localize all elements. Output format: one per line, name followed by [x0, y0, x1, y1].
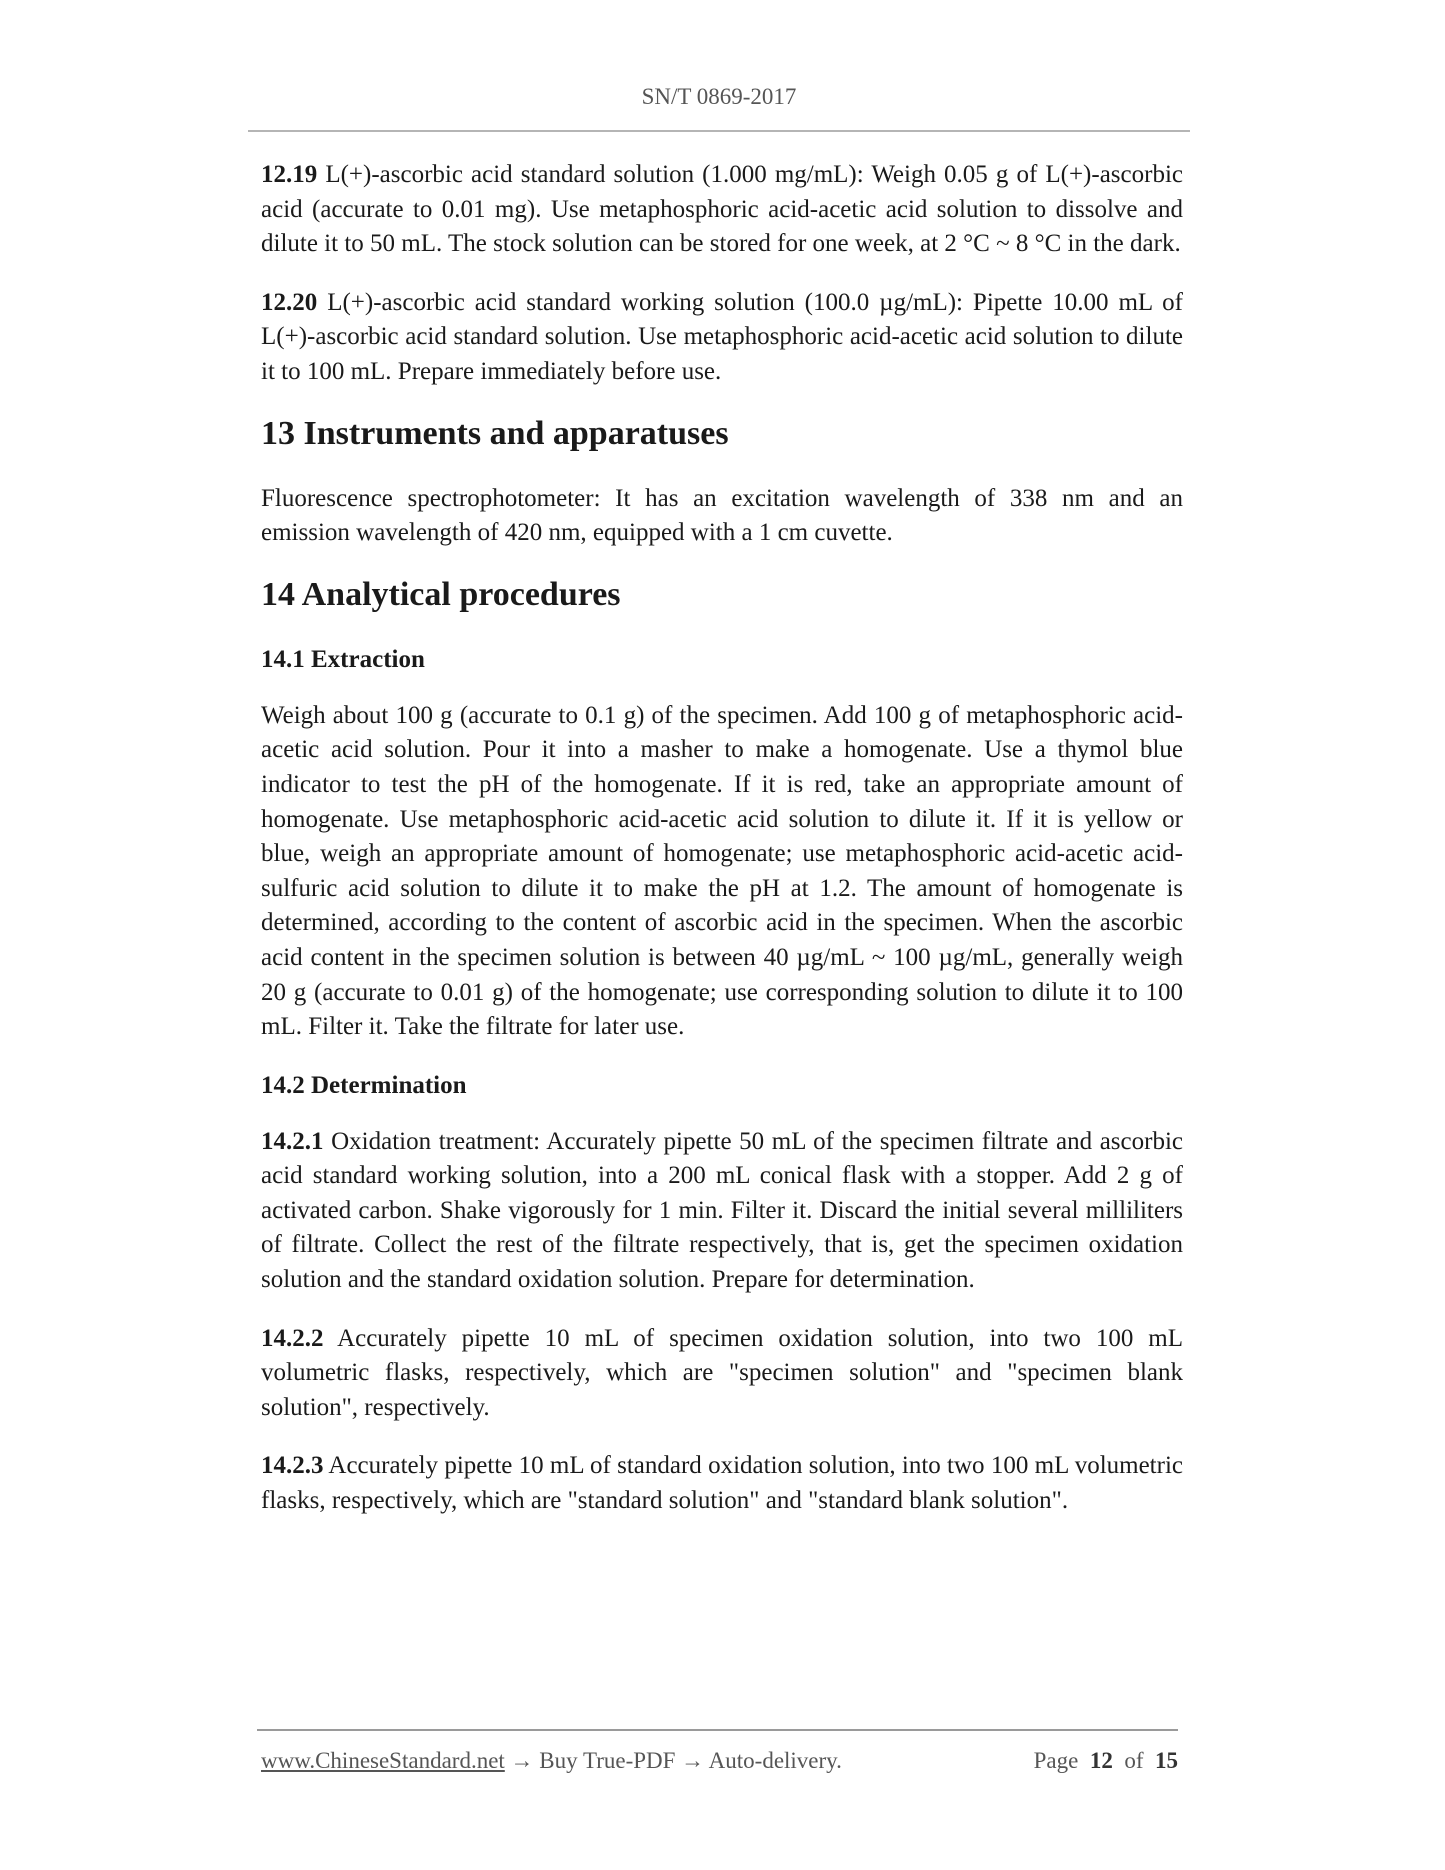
footer-promo-text: → Buy True-PDF → Auto-delivery. — [504, 1748, 842, 1773]
running-header-doc-code: SN/T 0869-2017 — [641, 84, 797, 109]
page-current: 12 — [1089, 1748, 1113, 1773]
page-of-label: of — [1124, 1748, 1144, 1773]
clause-12-19 — [261, 158, 1183, 262]
header-divider — [248, 130, 1190, 132]
page-label: Page — [1033, 1748, 1079, 1773]
clause-text: L(+)-ascorbic acid standard solution (1.000 mg/mL): Weigh 0.05 g of L(+)-ascorbic acid (accurate to 0.01 mg). Use metaphosphoric acid-acetic acid solution to dissolve and dilute it to 50 mL. The stock solution can be stored for one week, at 2 °C ~ 8 °C in the dark. — [261, 161, 1183, 258]
clause-number: 12.19 — [261, 161, 318, 188]
clause-text: Accurately pipette 10 mL of standard oxidation solution, into two 100 mL volumetric flasks, respectively, which are "standard solution" and "standard blank solution". — [261, 1452, 1183, 1515]
clause-14-2-1 — [261, 1125, 1183, 1298]
clause-14-2-3 — [261, 1449, 1183, 1518]
subsection-14-1-heading: 14.1 Extraction — [261, 645, 425, 673]
page-footer — [261, 1748, 1178, 1774]
clause-text: Oxidation treatment: Accurately pipette 50 mL of the specimen filtrate and ascorbic acid standard working solution, into a 200 mL conical flask with a stopper. Add 2 g of activated carbon. Shake vigorously for 1 min. Filter it. Discard the initial several milliliters of filtrate. Collect the rest of the filtrate respectively, that is, get the specimen oxidation solution and the standard oxidation solution. Prepare for determination. — [261, 1127, 1183, 1294]
chinesestandard-link[interactable]: www.ChineseStandard.net — [261, 1748, 505, 1773]
page-content — [261, 158, 1183, 1543]
clause-text: L(+)-ascorbic acid standard working solution (100.0 µg/mL): Pipette 10.00 mL of L(+)-ascorbic acid standard solution. Use metaphosphoric acid-acetic acid solution to dilute it to 100 mL. Prepare immediately before use. — [261, 288, 1184, 385]
clause-number: 14.2.2 — [261, 1324, 324, 1352]
clause-text: Accurately pipette 10 mL of specimen oxidation solution, into two 100 mL volumetric flasks, respectively, which are "specimen solution" and "specimen blank solution", respectively. — [261, 1324, 1183, 1421]
clause-number: 14.2.3 — [261, 1452, 324, 1480]
clause-14-2-2 — [261, 1322, 1183, 1426]
page-number — [1034, 1748, 1178, 1774]
clause-12-20 — [261, 286, 1183, 390]
page-total: 15 — [1155, 1748, 1178, 1773]
subsection-14-1-text: Weigh about 100 g (accurate to 0.1 g) of the specimen. Add 100 g of metaphosphoric acid-acetic acid solution. Pour it into a masher to make a homogenate. Use a thymol blue indicator to test the pH of the homogenate. If it is red, take an appropriate amount of homogenate. Use metaphosphoric acid-acetic acid solution to dilute it. If it is yellow or blue, weigh an appropriate amount of homogenate; use metaphosphoric acid-acetic acid-sulfuric acid solution to dilute it to make the pH at 1.2. The amount of homogenate is determined, according to the content of ascorbic acid in the specimen. When the ascorbic acid content in the specimen solution is between 40 µg/mL ~ 100 µg/mL, generally weigh 20 g (accurate to 0.01 g) of the homogenate; use corresponding solution to dilute it to 100 mL. Filter it. Take the filtrate for later use. — [261, 701, 1183, 1041]
footer-divider — [257, 1729, 1178, 1731]
clause-number: 14.2.1 — [261, 1127, 324, 1155]
section-13-heading: 13 Instruments and apparatuses — [261, 414, 729, 452]
section-13-text: Fluorescence spectrophotometer: It has an excitation wavelength of 338 nm and an emission wavelength of 420 nm, equipped with a 1 cm cuvette. — [261, 484, 1183, 547]
clause-number: 12.20 — [261, 288, 318, 316]
footer-promo — [261, 1748, 842, 1774]
subsection-14-2-heading: 14.2 Determination — [261, 1071, 467, 1099]
section-14-heading: 14 Analytical procedures — [261, 575, 621, 613]
